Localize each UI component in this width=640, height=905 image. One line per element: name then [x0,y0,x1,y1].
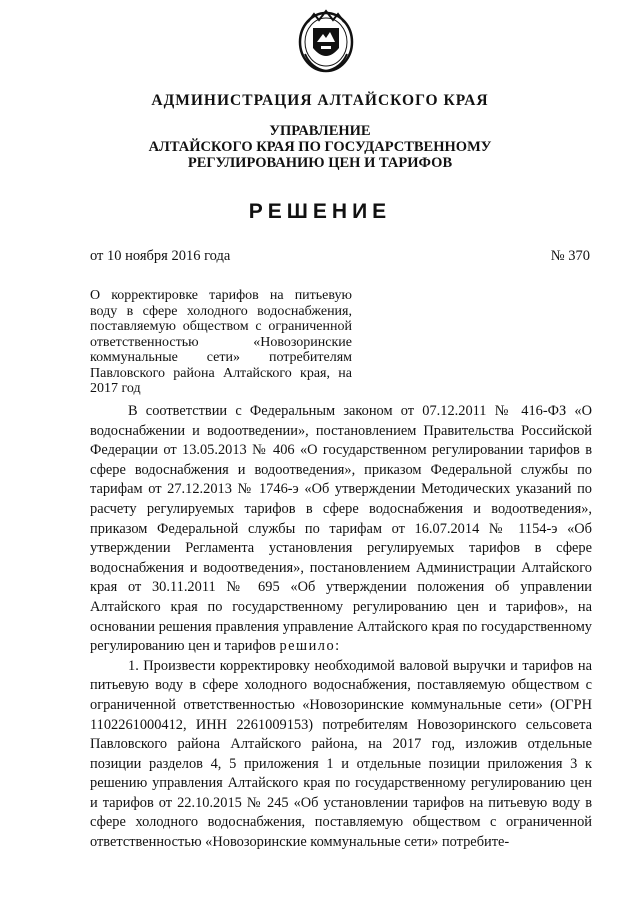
body-paragraph-1 [90,402,592,657]
altai-coat-of-arms-emblem [297,8,355,74]
department-title-line-3: РЕГУЛИРОВАНИЮ ЦЕН И ТАРИФОВ [187,155,453,171]
document-type-title: РЕШЕНИЕ [248,200,392,223]
document-date: от 10 ноября 2016 года [90,248,231,264]
administration-title: АДМИНИСТРАЦИЯ АЛТАЙСКОГО КРАЯ [151,92,489,109]
document-number: № 370 [550,248,590,264]
document-body [90,402,592,853]
decided-word: решило: [279,638,341,655]
body-paragraph-1-text: В соответствии с Федеральным законом от 07.12.2011 № 416-ФЗ «О водоснабжении и водоотведении», постановлением Правительства Российской Федерации от 13.05.2013 № 406 «О государственном регулировании тарифов в сфере водоснабжения и водоотведения», приказом Федеральной службы по тарифам от 27.12.2013 № 1746-э «Об утверждении Методических указаний по расчету регулируемых тарифов в сфере водоснабжения и водоотведения», приказом Федеральной службы по тарифам от 16.07.2014 № 1154-э «Об утверждении Регламента установления регулируемых тарифов в сфере водоснабжения и водоотведения», постановлением Администрации Алтайского края от 30.11.2011 № 695 «Об утверждении положения об управлении Алтайского края по государственному регулированию цен и тарифов», на основании решения правления управление Алтайского края по государственному регулированию цен и тарифов [90,403,592,655]
department-title-line-1: УПРАВЛЕНИЕ [269,123,371,139]
document-subject: О корректировке тарифов на питьевую воду в сфере холодного водоснабжения, поставляемую обществом с ограниченной ответственностью «Новозоринские коммунальные сети» потребителям Павловского района Алтайского края, на 2017 год [90,288,352,396]
department-title-line-2: АЛТАЙСКОГО КРАЯ ПО ГОСУДАРСТВЕННОМУ [148,139,492,155]
body-paragraph-2: 1. Произвести корректировку необходимой валовой выручки и тарифов на питьевую воду в сфере холодного водоснабжения, поставляемую обществом с ограниченной ответственностью «Новозоринские коммунальные сети» (ОГРН 1102261000412, ИНН 2261009153) потребителям Новозоринского сельсовета Павловского района Алтайского района, на 2017 год, изложив отдельные позиции разделов 4, 5 приложения 1 и отдельные позиции приложения 3 к решению управления Алтайского края по государственному регулированию цен и тарифов от 22.10.2015 № 245 «Об установлении тарифов на питьевую воду в сфере холодного водоснабжения, поставляемую обществом с ограниченной ответственностью «Новозоринские коммунальные сети» потребите- [90,657,592,851]
department-title [0,123,640,171]
